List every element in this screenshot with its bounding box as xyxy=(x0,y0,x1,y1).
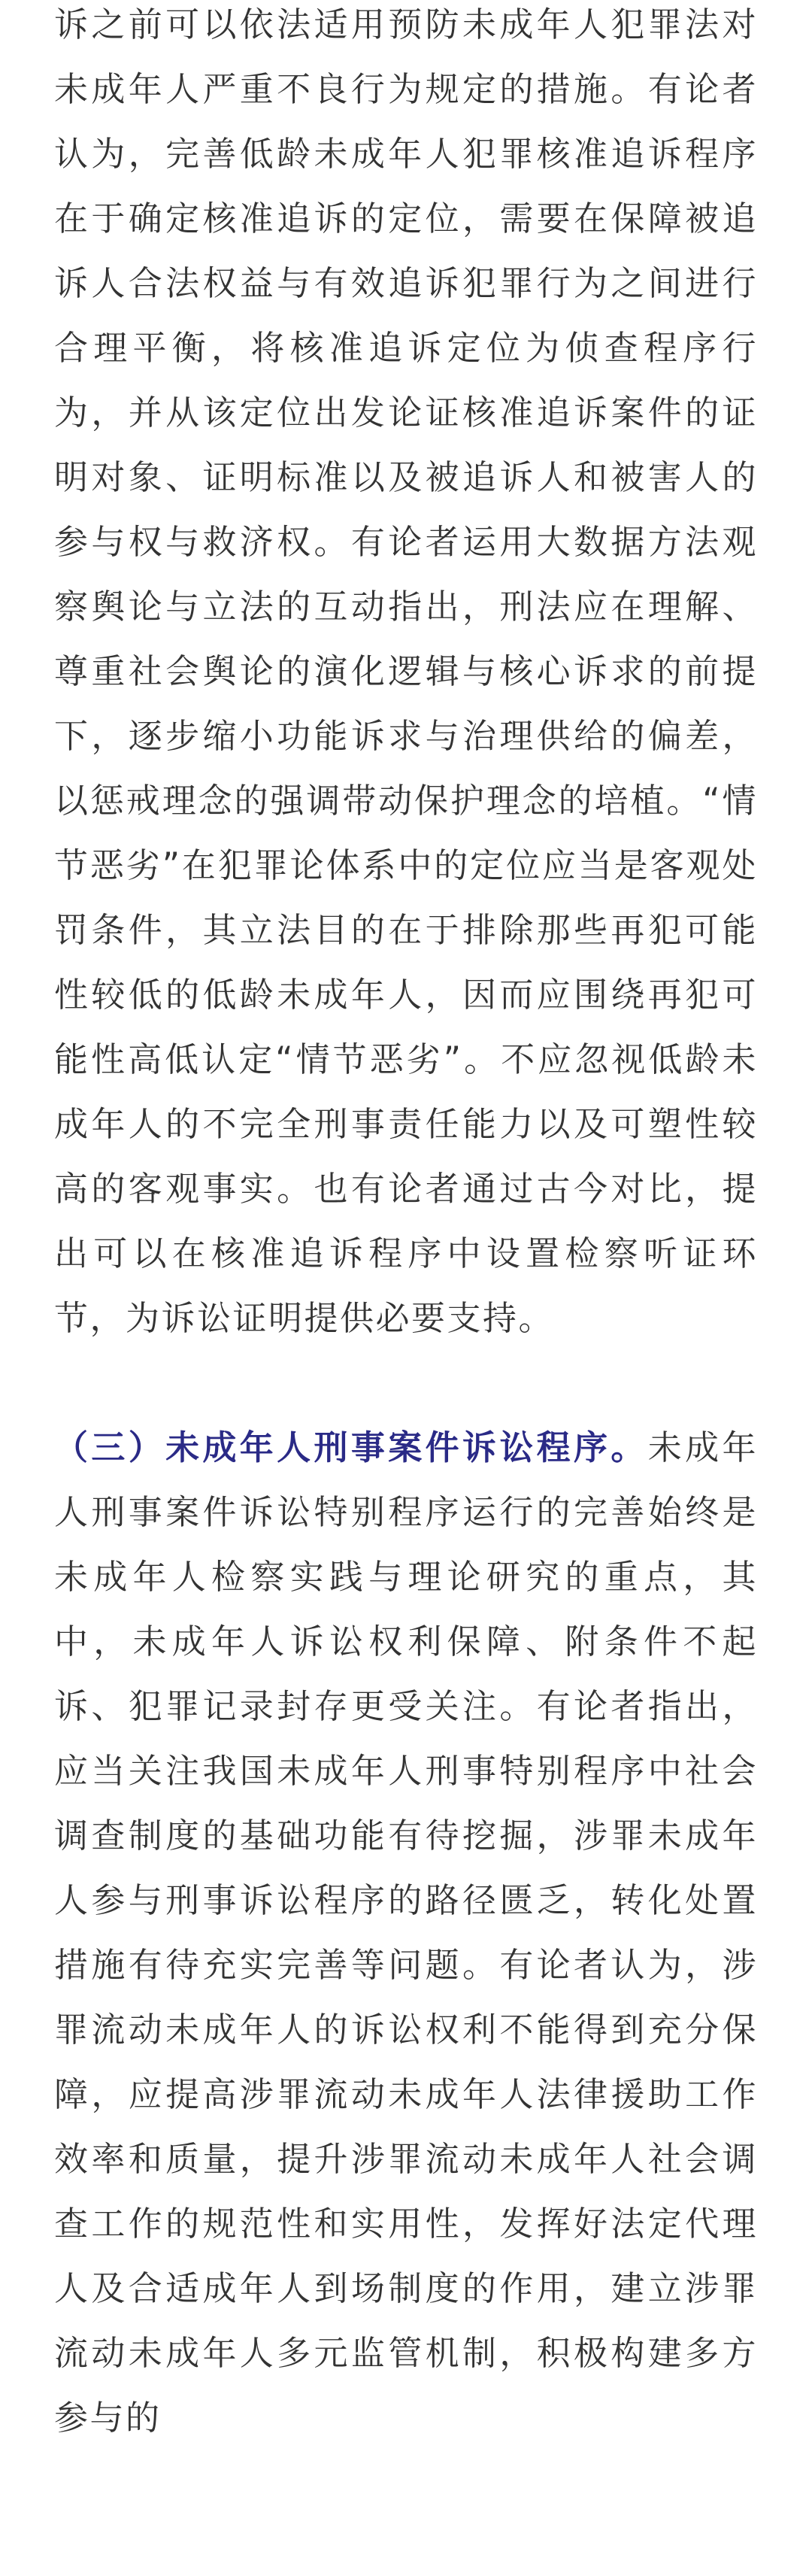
paragraph-juvenile-prosecution-approval xyxy=(54,0,758,1351)
paragraph-text: 未成年人刑事案件诉讼特别程序运行的完善始终是未成年人检察实践与理论研究的重点，其中，未成年人诉讼权利保障、附条件不起诉、犯罪记录封存更受关注。有论者指出，应当关注我国未成年人刑事特别程序中社会调查制度的基础功能有待挖掘，涉罪未成年人参与刑事诉讼程序的路径匮乏，转化处置措施有待充实完善等问题。有论者认为，涉罪流动未成年人的诉讼权利不能得到充分保障，应提高涉罪流动未成年人法律援助工作效率和质量，提升涉罪流动未成年人社会调查工作的规范性和实用性，发挥好法定代理人及合适成年人到场制度的作用，建立涉罪流动未成年人多元监管机制，积极构建多方参与的 xyxy=(54,1428,758,2438)
paragraph-text: 诉之前可以依法适用预防未成年人犯罪法对未成年人严重不良行为规定的措施。有论者认为，完善低龄未成年人犯罪核准追诉程序在于确定核准追诉的定位，需要在保障被追诉人合法权益与有效追诉犯罪行为之间进行合理平衡，将核准追诉定位为侦查程序行为，并从该定位出发论证核准追诉案件的证明对象、证明标准以及被追诉人和被害人的参与权与救济权。有论者运用大数据方法观察舆论与立法的互动指出，刑法应在理解、尊重社会舆论的演化逻辑与核心诉求的前提下，逐步缩小功能诉求与治理供给的偏差，以惩戒理念的强调带动保护理念的培植。“情节恶劣”在犯罪论体系中的定位应当是客观处罚条件，其立法目的在于排除那些再犯可能性较低的低龄未成年人，因而应围绕再犯可能性高低认定“情节恶劣”。不应忽视低龄未成年人的不完全刑事责任能力以及可塑性较高的客观事实。也有论者通过古今对比，提出可以在核准追诉程序中设置检察听证环节，为诉讼证明提供必要支持。 xyxy=(54,5,758,1338)
paragraph-juvenile-criminal-procedure xyxy=(54,1415,758,2450)
article-body xyxy=(54,0,758,2450)
section-heading: （三）未成年人刑事案件诉讼程序。 xyxy=(54,1428,648,1467)
